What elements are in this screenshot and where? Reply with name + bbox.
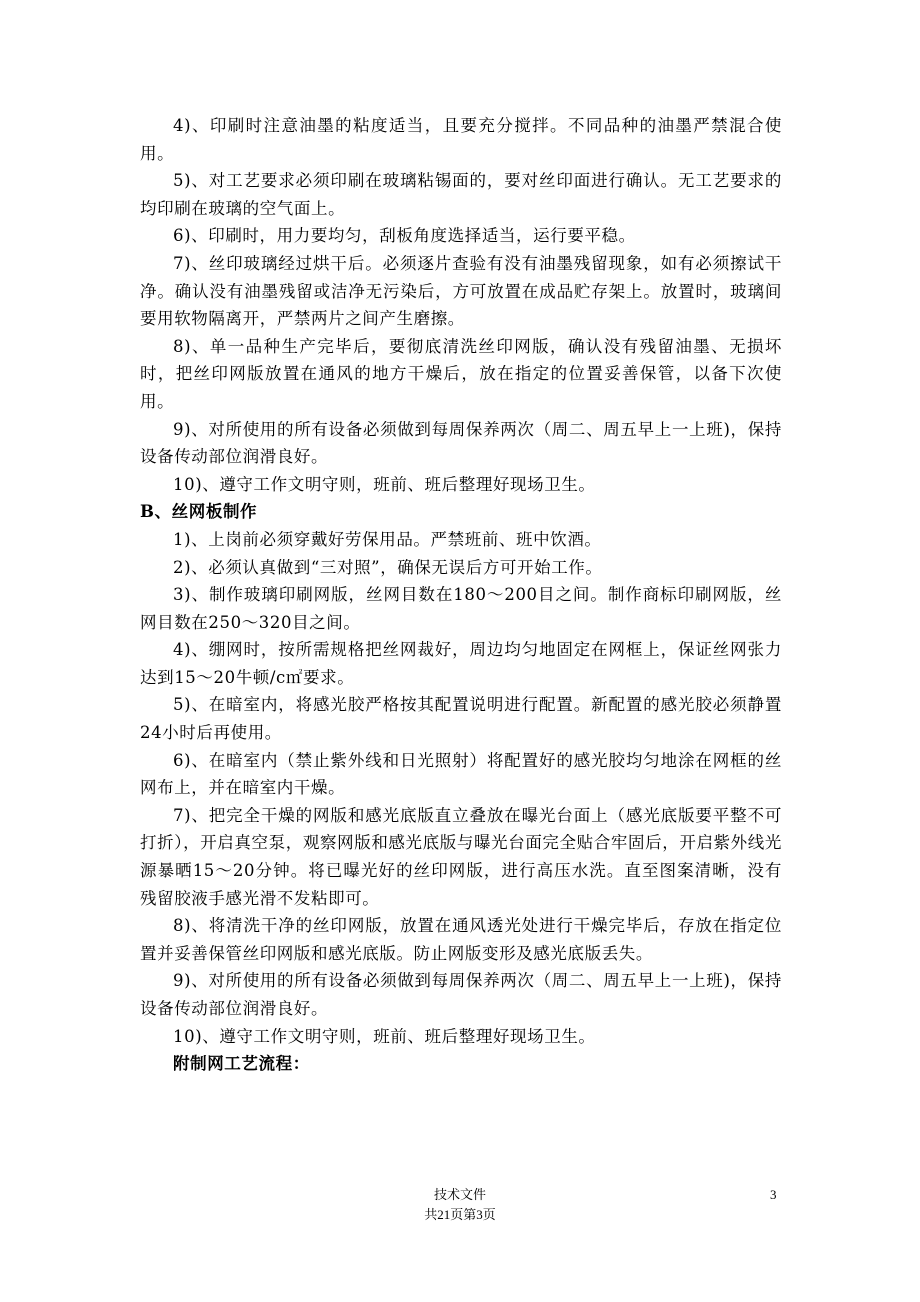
flow-heading: 附制网工艺流程： — [173, 1054, 310, 1074]
paragraph: 4)、绷网时，按所需规格把丝网裁好，周边均匀地固定在网框上，保证丝网张力达到15～20牛顿/c㎡要求。 — [140, 640, 782, 687]
footer-label: 技术文件 — [433, 1187, 486, 1202]
paragraph: 3)、制作玻璃印刷网版，丝网目数在180～200目之间。制作商标印刷网版，丝网目数在250～320目之间。 — [140, 585, 782, 632]
paragraph: 4)、印刷时注意油墨的粘度适当，且要充分搅拌。不同品种的油墨严禁混合使用。 — [140, 116, 782, 163]
paragraph: 5)、对工艺要求必须印刷在玻璃粘锡面的，要对丝印面进行确认。无工艺要求的均印刷在玻璃的空气面上。 — [140, 171, 782, 218]
paragraph: 5)、在暗室内，将感光胶严格按其配置说明进行配置。新配置的感光胶必须静置24小时后再使用。 — [140, 695, 782, 743]
paragraph: 6)、印刷时，用力要均匀，刮板角度选择适当，运行要平稳。 — [173, 226, 636, 246]
paragraph: 10)、遵守工作文明守则，班前、班后整理好现场卫生。 — [173, 1026, 596, 1046]
section-heading: B、丝网板制作 — [140, 502, 258, 522]
footer-page-count: 共21页第3页 — [424, 1207, 496, 1222]
paragraph: 2)、必须认真做到“三对照”，确保无误后方可开始工作。 — [173, 557, 603, 577]
page-number: 3 — [770, 1187, 777, 1202]
paragraph: 8)、将清洗干净的丝印网版，放置在通风透光处进行干燥完毕后，存放在指定位置并妥善保管丝印网版和感光底版。防止网版变形及感光底版丢失。 — [140, 916, 782, 963]
paragraph: 9)、对所使用的所有设备必须做到每周保养两次（周二、周五早上一上班)，保持设备传动部位润滑良好。 — [140, 419, 782, 467]
paragraph: 6)、在暗室内（禁止紫外线和日光照射）将配置好的感光胶均匀地涂在网框的丝网布上，并在暗室内干燥。 — [140, 750, 782, 798]
paragraph: 1)、上岗前必须穿戴好劳保用品。严禁班前、班中饮酒。 — [173, 529, 602, 549]
paragraph: 7)、丝印玻璃经过烘干后。必须逐片查验有没有油墨残留现象，如有必须擦试干净。确认没有油墨残留或洁净无污染后，方可放置在成品贮存架上。放置时，玻璃间要用软物隔离开，严禁两片之间产生磨擦。 — [140, 253, 782, 329]
paragraph: 9)、对所使用的所有设备必须做到每周保养两次（周二、周五早上一上班)，保持设备传动部位润滑良好。 — [140, 971, 782, 1018]
paragraph: 7)、把完全干燥的网版和感光底版直立叠放在曝光台面上（感光底版要平整不可打折），开启真空泵，观察网版和感光底版与曝光台面完全贴合牢固后，开启紫外线光源暴晒15～20分钟。将已曝光好的丝印网版，进行高压水洗。直至图案清晰，没有残留胶液手感光滑不发粘即可。 — [140, 805, 782, 908]
paragraph: 10)、遵守工作文明守则，班前、班后整理好现场卫生。 — [173, 474, 596, 494]
paragraph: 8)、单一品种生产完毕后，要彻底清洗丝印网版，确认没有残留油墨、无损坏时，把丝印网版放置在通风的地方干燥后，放在指定的位置妥善保管，以备下次使用。 — [140, 336, 782, 411]
document-body — [140, 112, 782, 1078]
